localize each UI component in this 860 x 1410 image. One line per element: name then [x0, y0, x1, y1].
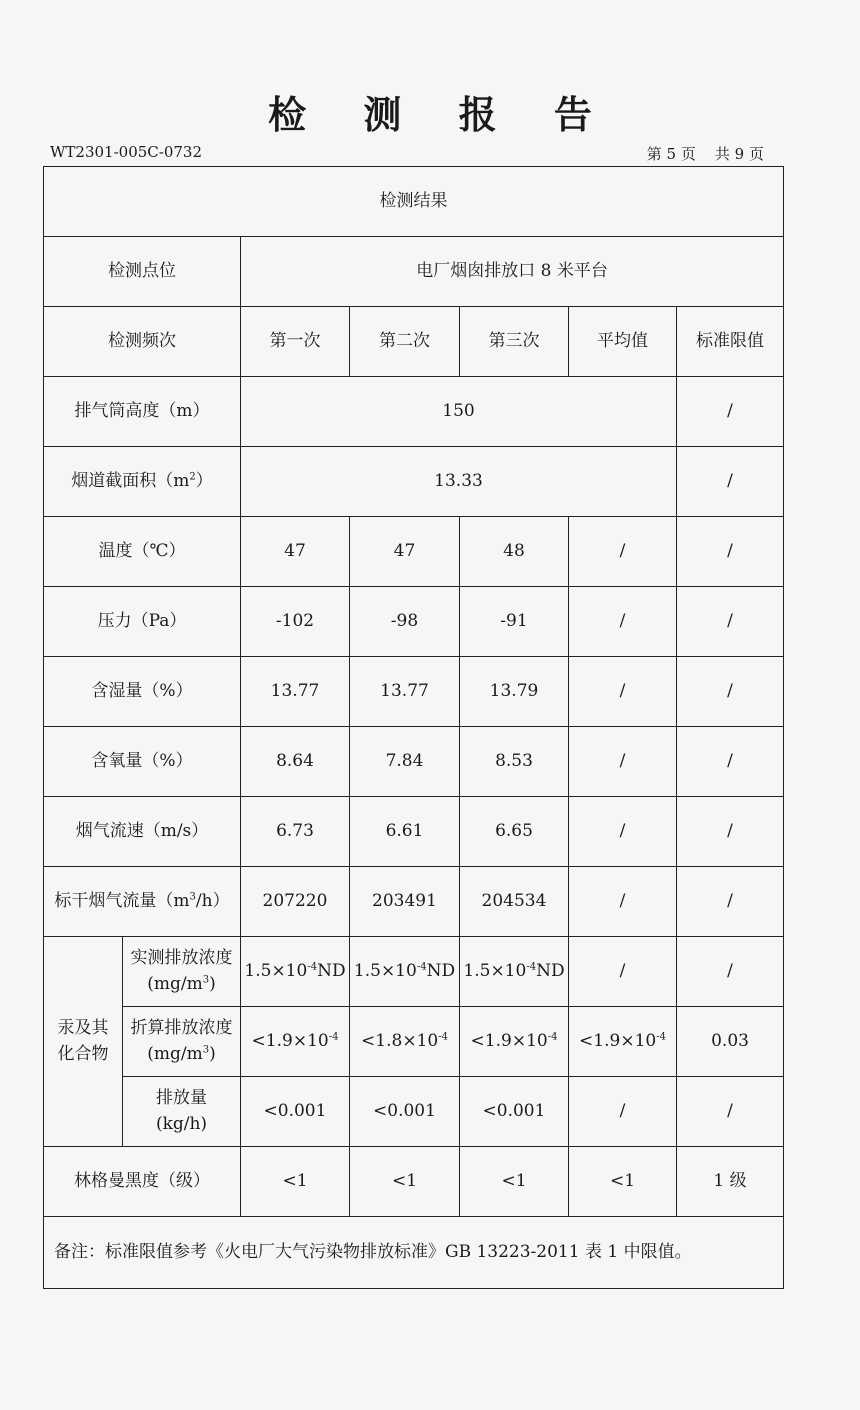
cell-value: $<1.8\times 10^{-4}$ [350, 1007, 460, 1077]
cell-value: <1 [241, 1147, 350, 1217]
cell-value: $<1.9\times 10^{-4}$ [241, 1007, 350, 1077]
cell-value: <0.001 [350, 1077, 460, 1147]
table-row [44, 937, 784, 1007]
cell-value: 6.73 [241, 797, 350, 867]
document-number: WT2301-005C-0732 [50, 143, 203, 161]
table-row [44, 517, 784, 587]
cell-value: 13.77 [350, 657, 460, 727]
cell-value: 0.03 [677, 1007, 784, 1077]
cell-value: / [569, 727, 677, 797]
cell-value: / [569, 517, 677, 587]
cell-value: / [677, 1077, 784, 1147]
table-row [44, 1147, 784, 1217]
label-tail: ) [209, 1043, 216, 1064]
mercury-group-text: 汞及其化合物 [57, 1018, 109, 1064]
cell-value: / [677, 867, 784, 937]
cell-value: 8.53 [460, 727, 569, 797]
cell-value: / [569, 867, 677, 937]
cell-value: / [569, 937, 677, 1007]
row-label: 温度（℃） [44, 517, 241, 587]
cell-value: 6.65 [460, 797, 569, 867]
cell-value: / [677, 657, 784, 727]
cell-value: / [569, 657, 677, 727]
cell-value: 13.77 [241, 657, 350, 727]
label-sup: 3 [202, 973, 210, 985]
table-row [44, 867, 784, 937]
cell-limit: / [677, 377, 784, 447]
cell-value: 13.33 [241, 447, 677, 517]
section-title: 检测结果 [44, 167, 784, 237]
cell-value: $1.5\times 10^{-4}ND$ [241, 937, 350, 1007]
row-label [44, 447, 241, 517]
row-label [44, 867, 241, 937]
page-number: 第 5 页 共 9 页 [646, 145, 764, 163]
cell-value: / [569, 797, 677, 867]
cell-value: <0.001 [460, 1077, 569, 1147]
table-row [44, 797, 784, 867]
table-note: 备注：标准限值参考《火电厂大气污染物排放标准》GB 13223-2011 表 1 中限值。 [44, 1217, 784, 1289]
cell-limit: / [677, 447, 784, 517]
cell-value: <1 [350, 1147, 460, 1217]
label-sup: 3 [202, 1043, 210, 1055]
table-row [44, 657, 784, 727]
label-text: 标干烟气流量（m [54, 891, 190, 912]
table-row [44, 167, 784, 237]
label-sup: 3 [189, 891, 196, 903]
cell-value: 47 [241, 517, 350, 587]
cell-value: <0.001 [241, 1077, 350, 1147]
cell-value: $1.5\times 10^{-4}ND$ [460, 937, 569, 1007]
row-label: 压力（Pa） [44, 587, 241, 657]
cell-value: / [677, 517, 784, 587]
cell-value: 48 [460, 517, 569, 587]
label-text: 实测排放浓度(mg/m [130, 948, 233, 994]
mercury-group-label [44, 937, 123, 1147]
cell-value: 207220 [241, 867, 350, 937]
results-table [43, 166, 784, 1289]
column-header: 第一次 [241, 307, 350, 377]
emission-label: 排放量(kg/h) [155, 1088, 208, 1134]
label-tail: /h） [195, 891, 230, 912]
cell-value: / [677, 727, 784, 797]
label-tail: ） [195, 471, 213, 492]
table-row [44, 307, 784, 377]
column-header: 第三次 [460, 307, 569, 377]
column-header: 平均值 [569, 307, 677, 377]
cell-value: -91 [460, 587, 569, 657]
row-label: 烟气流速（m/s） [44, 797, 241, 867]
row-label: 含湿量（%） [44, 657, 241, 727]
table-row [44, 1077, 784, 1147]
table-row [44, 237, 784, 307]
cell-value: <1 [460, 1147, 569, 1217]
label-tail: ) [209, 973, 216, 994]
cell-value: -102 [241, 587, 350, 657]
cell-value: $<1.9\times 10^{-4}$ [569, 1007, 677, 1077]
cell-value: 203491 [350, 867, 460, 937]
cell-value: / [677, 797, 784, 867]
table-row [44, 1217, 784, 1289]
location-value: 电厂烟囱排放口 8 米平台 [241, 237, 784, 307]
frequency-label: 检测频次 [44, 307, 241, 377]
column-header: 标准限值 [677, 307, 784, 377]
column-header: 第二次 [350, 307, 460, 377]
cell-value: 47 [350, 517, 460, 587]
table-row [44, 727, 784, 797]
cell-value: / [569, 587, 677, 657]
cell-value: 13.79 [460, 657, 569, 727]
row-label: 排气筒高度（m） [44, 377, 241, 447]
page-title: 检 测 报 告 [268, 92, 614, 137]
table-row [44, 377, 784, 447]
table-row [44, 587, 784, 657]
cell-value: 150 [241, 377, 677, 447]
row-label: 林格曼黑度（级） [44, 1147, 241, 1217]
cell-value: / [569, 1077, 677, 1147]
table-row [44, 447, 784, 517]
row-sublabel [123, 1077, 241, 1147]
cell-value: 6.61 [350, 797, 460, 867]
label-text: 烟道截面积（m [71, 471, 190, 492]
label-sup: 2 [189, 471, 196, 483]
cell-value: 8.64 [241, 727, 350, 797]
row-sublabel [123, 1007, 241, 1077]
cell-value: 7.84 [350, 727, 460, 797]
cell-value: / [677, 587, 784, 657]
location-label: 检测点位 [44, 237, 241, 307]
cell-value: -98 [350, 587, 460, 657]
cell-value: / [677, 937, 784, 1007]
table-row [44, 1007, 784, 1077]
cell-value: $1.5\times 10^{-4}ND$ [350, 937, 460, 1007]
cell-value: 204534 [460, 867, 569, 937]
cell-value: $<1.9\times 10^{-4}$ [460, 1007, 569, 1077]
cell-value: <1 [569, 1147, 677, 1217]
row-sublabel [123, 937, 241, 1007]
label-text: 折算排放浓度(mg/m [130, 1018, 233, 1064]
cell-value: 1 级 [677, 1147, 784, 1217]
row-label: 含氧量（%） [44, 727, 241, 797]
